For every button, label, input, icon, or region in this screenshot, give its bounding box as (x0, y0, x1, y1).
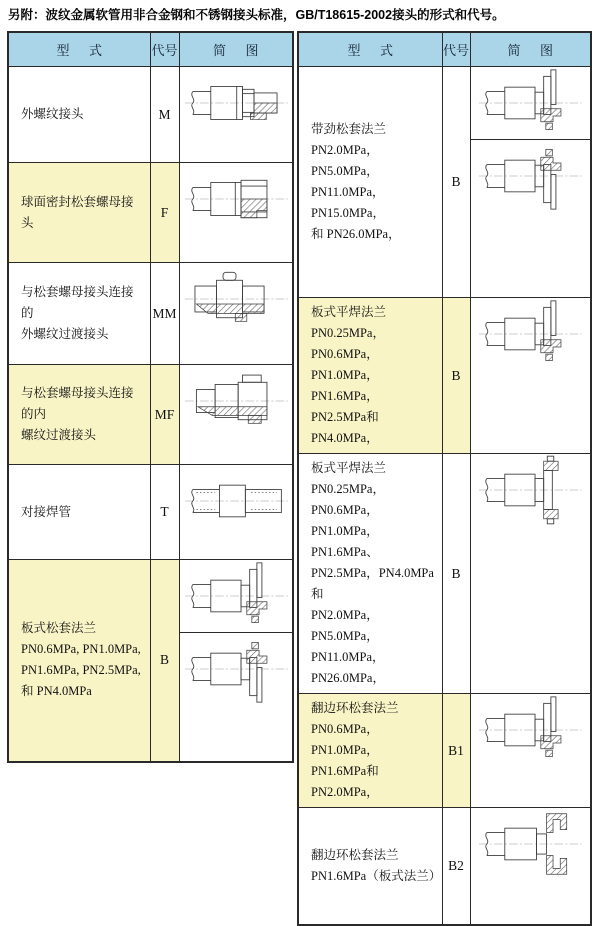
fittings-table-right (297, 31, 592, 926)
diagram-butt-weld-pipe-icon (180, 465, 293, 537)
header-diagram: 简 图 (470, 32, 591, 67)
diagram-male-male-adapter-icon (180, 263, 293, 335)
fitting-code-cell: F (150, 163, 179, 263)
diagram-stack (180, 67, 293, 139)
type-line: 与松套螺母接头连接的内 (21, 386, 134, 421)
fitting-type-cell (298, 694, 442, 808)
type-line: PN0.25MPa，PN0.6MPa， (311, 326, 385, 361)
flanged-collar-drawing (476, 808, 584, 880)
fitting-code-cell: MF (150, 365, 179, 465)
tables-container (7, 31, 593, 926)
fitting-diagram-cell (470, 67, 591, 298)
table-row (8, 365, 293, 465)
diagram-stack (180, 465, 293, 537)
diagram-flange-plate-down-icon (471, 139, 591, 212)
diagram-stack (180, 263, 293, 335)
type-line: PN1.0MPa，PN1.6MPa、 (311, 524, 379, 559)
type-line: PN1.6MPa（板式法兰） (311, 868, 442, 883)
fitting-diagram-cell (470, 454, 591, 694)
diagram-stack (471, 808, 591, 880)
header-diagram: 简 图 (179, 32, 293, 67)
type-line: PN11.0MPa，PN26.0MPa， (311, 650, 385, 685)
table-row (298, 67, 591, 298)
fitting-code-cell: B (150, 560, 179, 762)
flange-plate-up-drawing (476, 298, 584, 370)
flange-plate-up-drawing (182, 560, 290, 632)
diagram-stack (471, 67, 591, 212)
type-line: PN0.6MPa, PN1.0MPa, (21, 642, 141, 657)
diagram-male-female-adapter-icon (180, 365, 293, 437)
fitting-diagram-cell (179, 163, 293, 263)
fitting-diagram-cell (179, 365, 293, 465)
flange-plate-down-drawing (476, 140, 584, 212)
fitting-diagram-cell (470, 808, 591, 925)
fitting-code-cell: B (442, 67, 470, 298)
loose-nut-fitting-drawing (182, 163, 290, 235)
type-line: PN0.6MPa，PN1.0MPa， (311, 722, 379, 757)
table-row (8, 67, 293, 163)
fitting-diagram-cell (179, 560, 293, 762)
diagram-stack (471, 694, 591, 766)
type-line: 和 PN4.0MPa (21, 684, 92, 699)
table-row (298, 808, 591, 925)
fitting-type-cell (8, 67, 150, 163)
fitting-type-cell (298, 808, 442, 925)
fitting-type-cell (298, 298, 442, 454)
table-row (298, 454, 591, 694)
type-line: PN1.0MPa，PN1.6MPa， (311, 368, 379, 403)
fitting-code-cell: T (150, 465, 179, 560)
fitting-type-cell (298, 67, 442, 298)
male-male-adapter-drawing (182, 263, 290, 335)
type-line: 板式平焊法兰 (311, 305, 387, 319)
diagram-stack (471, 298, 591, 370)
type-line: PN0.25MPa，PN0.6MPa， (311, 482, 385, 517)
male-thread-fitting-drawing (182, 67, 290, 139)
diagram-stack (180, 560, 293, 705)
type-line: PN1.6MPa和PN2.0MPa， (311, 764, 379, 799)
fitting-diagram-cell (470, 694, 591, 808)
type-line: 与松套螺母接头连接的 (21, 285, 134, 320)
diagram-male-thread-fitting-icon (180, 67, 293, 139)
type-line: PN2.0MPa，PN5.0MPa， (311, 608, 379, 643)
type-line: 球面密封松套螺母接头 (21, 194, 134, 230)
type-line: PN2.5MPa，PN4.0MPa和 (311, 566, 434, 601)
type-line: 对接焊管 (21, 504, 72, 519)
fitting-code-cell: B2 (442, 808, 470, 925)
type-line: 板式平焊法兰 (311, 461, 387, 475)
fitting-diagram-cell (179, 465, 293, 560)
table-row (8, 465, 293, 560)
fitting-type-cell (8, 163, 150, 263)
header-type: 型 式 (298, 32, 442, 67)
diagram-flange-plate-up-icon (471, 298, 591, 370)
type-line: 带劲松套法兰 (311, 122, 387, 136)
type-line: PN11.0MPa，PN15.0MPa， (311, 185, 385, 220)
flange-plate-down-drawing (182, 633, 290, 705)
diagram-flange-plate-up-icon (471, 694, 591, 766)
fitting-code-cell: M (150, 67, 179, 163)
male-female-adapter-drawing (182, 365, 290, 437)
type-line: 螺纹过渡接头 (21, 428, 97, 442)
diagram-flange-plate-up-icon (180, 560, 293, 632)
fitting-code-cell: B (442, 454, 470, 694)
fitting-type-cell (8, 465, 150, 560)
page-title: 另附：波纹金属软管用非合金钢和不锈钢接头标准，GB/T18615-2002接头的形式和代号。 (8, 8, 505, 22)
header-row (298, 32, 591, 67)
type-line: 翻边环松套法兰 (311, 701, 399, 715)
diagram-stack (180, 163, 293, 235)
fitting-diagram-cell (179, 67, 293, 163)
table-row (298, 298, 591, 454)
table-row (8, 560, 293, 762)
fitting-code-cell: MM (150, 263, 179, 365)
type-line: 翻边环松套法兰 (311, 847, 399, 862)
fitting-type-cell (298, 454, 442, 694)
header-code: 代号 (150, 32, 179, 67)
header-type: 型 式 (8, 32, 150, 67)
type-line: 外螺纹过渡接头 (21, 327, 109, 341)
flange-plate-up-drawing (476, 694, 584, 766)
table-row (8, 263, 293, 365)
butt-weld-pipe-drawing (182, 465, 290, 537)
table-row (8, 163, 293, 263)
fittings-table-left (7, 31, 294, 763)
diagram-flanged-collar-icon (471, 808, 591, 880)
fitting-code-cell: B1 (442, 694, 470, 808)
type-line: PN2.5MPa和PN4.0MPa， (311, 410, 379, 445)
diagram-flange-plate-both-icon (471, 454, 591, 526)
diagram-stack (471, 454, 591, 526)
diagram-stack (180, 365, 293, 437)
type-line: PN2.0MPa，PN5.0MPa， (311, 143, 379, 178)
diagram-flange-plate-down-icon (180, 632, 293, 705)
fitting-type-cell (8, 263, 150, 365)
fitting-type-cell (8, 365, 150, 465)
header-code: 代号 (442, 32, 470, 67)
fitting-code-cell: B (442, 298, 470, 454)
flange-plate-both-drawing (476, 454, 584, 526)
diagram-loose-nut-fitting-icon (180, 163, 293, 235)
type-line: 板式松套法兰 (21, 621, 97, 636)
fitting-diagram-cell (470, 298, 591, 454)
diagram-flange-plate-up-icon (471, 67, 591, 139)
type-line: 外螺纹接头 (21, 107, 84, 121)
type-line: 和 PN26.0MPa， (311, 227, 401, 241)
flange-plate-up-drawing (476, 67, 584, 139)
header-row (8, 32, 293, 67)
table-row (298, 694, 591, 808)
fitting-type-cell (8, 560, 150, 762)
fitting-diagram-cell (179, 263, 293, 365)
type-line: PN1.6MPa, PN2.5MPa, (21, 663, 141, 678)
